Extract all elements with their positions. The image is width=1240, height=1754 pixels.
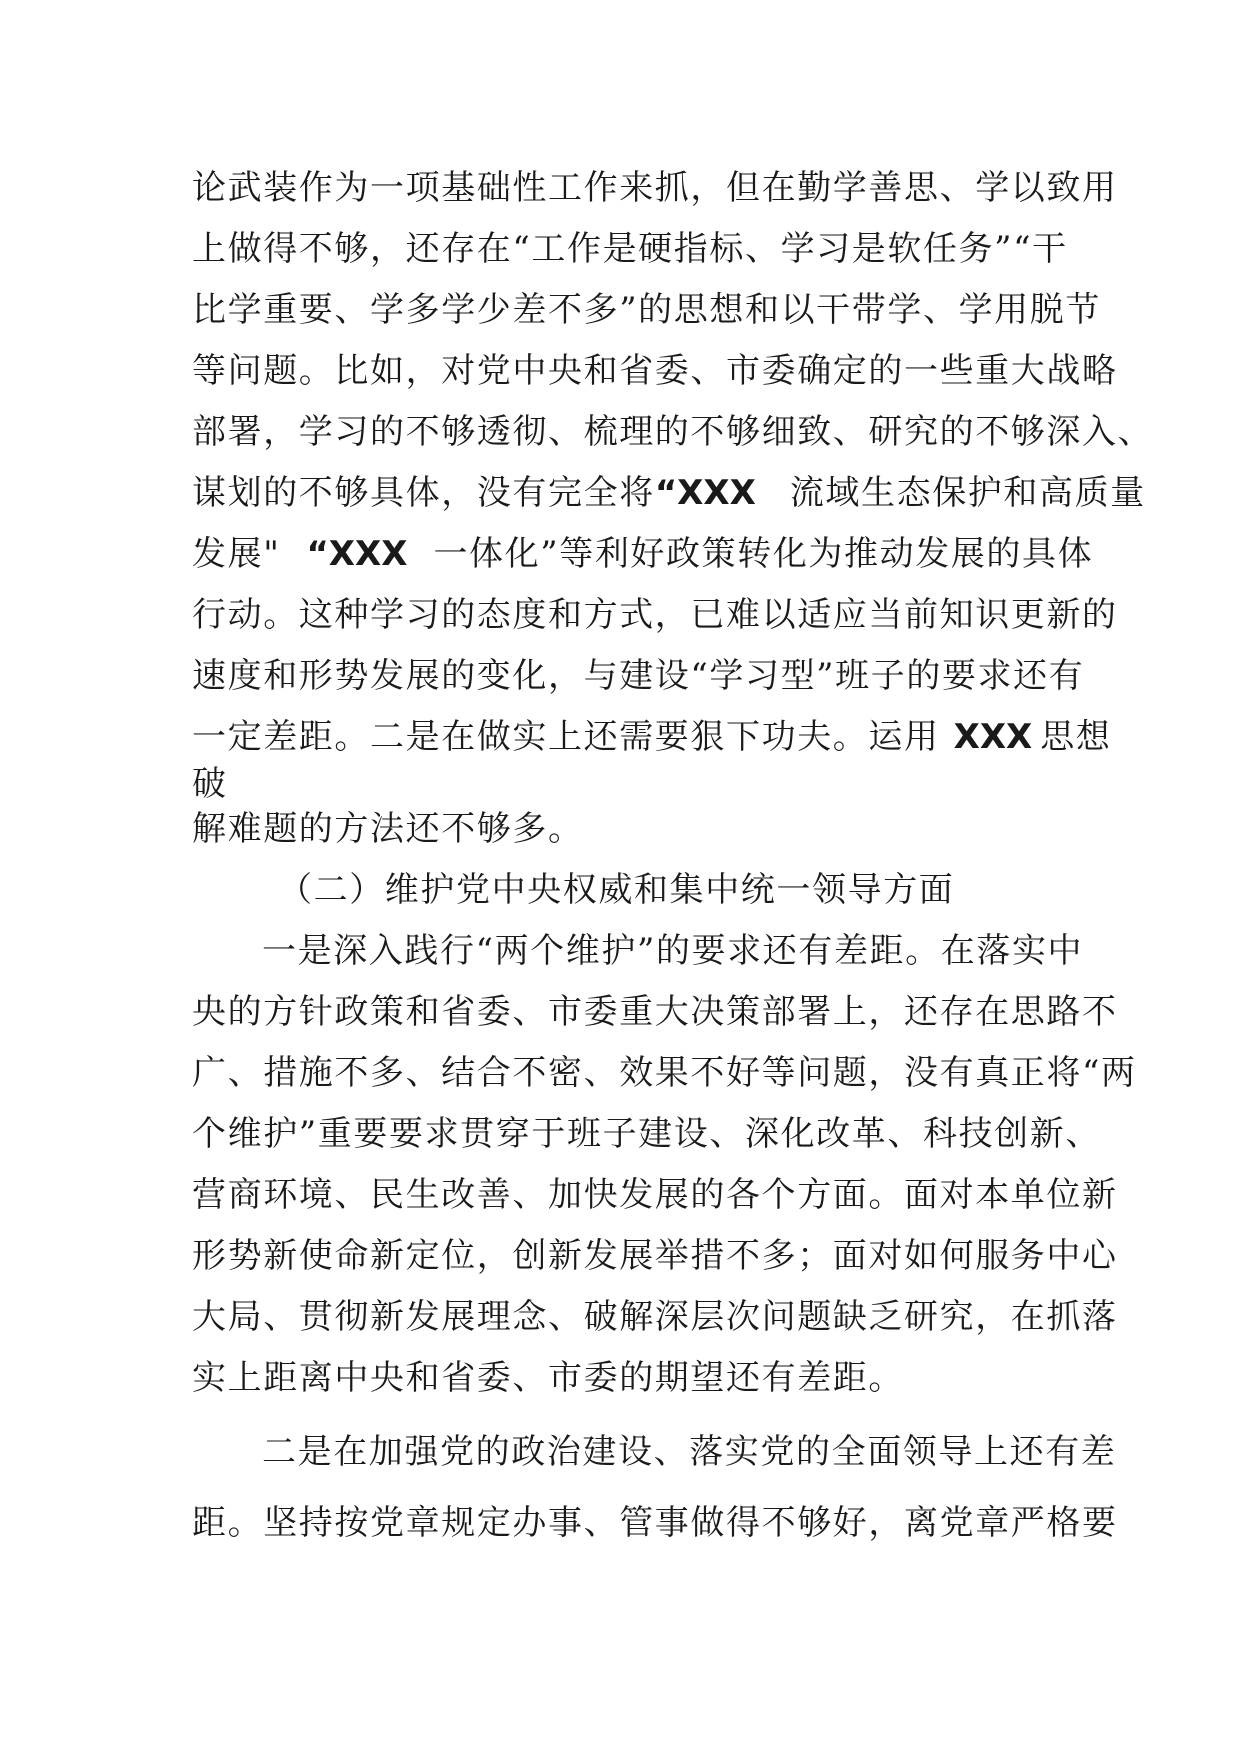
paragraph-line: 个维护”重要要求贯穿于班子建设、深化改革、科技创新、 xyxy=(192,1114,1101,1154)
paragraph-line xyxy=(192,534,1093,574)
paragraph-line: 广、措施不多、结合不密、效果不好等问题，没有真正将“两 xyxy=(192,1053,1137,1093)
text-run: 一体化”等利好政策转化为推动发展的具体 xyxy=(433,534,1094,574)
text-run: 谋划的不够具体，没有完全将 xyxy=(192,473,655,513)
paragraph-line: 营商环境、民生改善、加快发展的各个方面。面对本单位新 xyxy=(192,1175,1118,1215)
text-run: 思想 xyxy=(1040,717,1112,757)
text-run: 发展" xyxy=(192,534,281,574)
paragraph-line: 部署，学习的不够透彻、梳理的不够细致、研究的不够深入、 xyxy=(192,412,1154,452)
paragraph-line: 论武装作为一项基础性工作来抓，但在勤学善思、学以致用 xyxy=(192,168,1118,208)
text-run: 一定差距。二是在做实上还需要狠下功夫。运用 xyxy=(192,717,940,757)
paragraph-line: 距。坚持按党章规定办事、管事做得不够好，离党章严格要 xyxy=(192,1503,1118,1543)
paragraph-line: 央的方针政策和省委、市委重大决策部署上，还存在思路不 xyxy=(192,992,1118,1032)
paragraph-line: 比学重要、学多学少差不多”的思想和以干带学、学用脱节 xyxy=(192,290,1101,330)
paragraph-line: 一是深入践行“两个维护”的要求还有差距。在落实中 xyxy=(262,931,1084,971)
paragraph-line: 行动。这种学习的态度和方式，已难以适应当前知识更新的 xyxy=(192,595,1118,635)
placeholder-text: “XXX xyxy=(306,534,408,574)
paragraph-line: 大局、贯彻新发展理念、破解深层次问题缺乏研究，在抓落 xyxy=(192,1297,1118,1337)
paragraph-line: 等问题。比如，对党中央和省委、市委确定的一些重大战略 xyxy=(192,351,1118,391)
text-run: 流域生态保护和高质量 xyxy=(789,473,1146,513)
paragraph-line: 解难题的方法还不够多。 xyxy=(192,809,584,849)
paragraph-line: 破 xyxy=(192,764,228,804)
placeholder-text: “XXX xyxy=(654,473,756,513)
paragraph-line xyxy=(192,473,1146,513)
placeholder-text: XXX xyxy=(953,717,1033,757)
paragraph-line: 形势新使命新定位，创新发展举措不多；面对如何服务中心 xyxy=(192,1236,1118,1276)
paragraph-line: 实上距离中央和省委、市委的期望还有差距。 xyxy=(192,1358,904,1398)
paragraph-line: 二是在加强党的政治建设、落实党的全面领导上还有差 xyxy=(262,1432,1117,1472)
paragraph-line xyxy=(192,717,1111,757)
section-heading: （二）维护党中央权威和集中统一领导方面 xyxy=(278,870,955,910)
paragraph-line: 速度和形势发展的变化，与建设“学习型”班子的要求还有 xyxy=(192,656,1085,696)
paragraph-line: 上做得不够，还存在“工作是硬指标、学习是软任务”“干 xyxy=(192,229,1068,269)
